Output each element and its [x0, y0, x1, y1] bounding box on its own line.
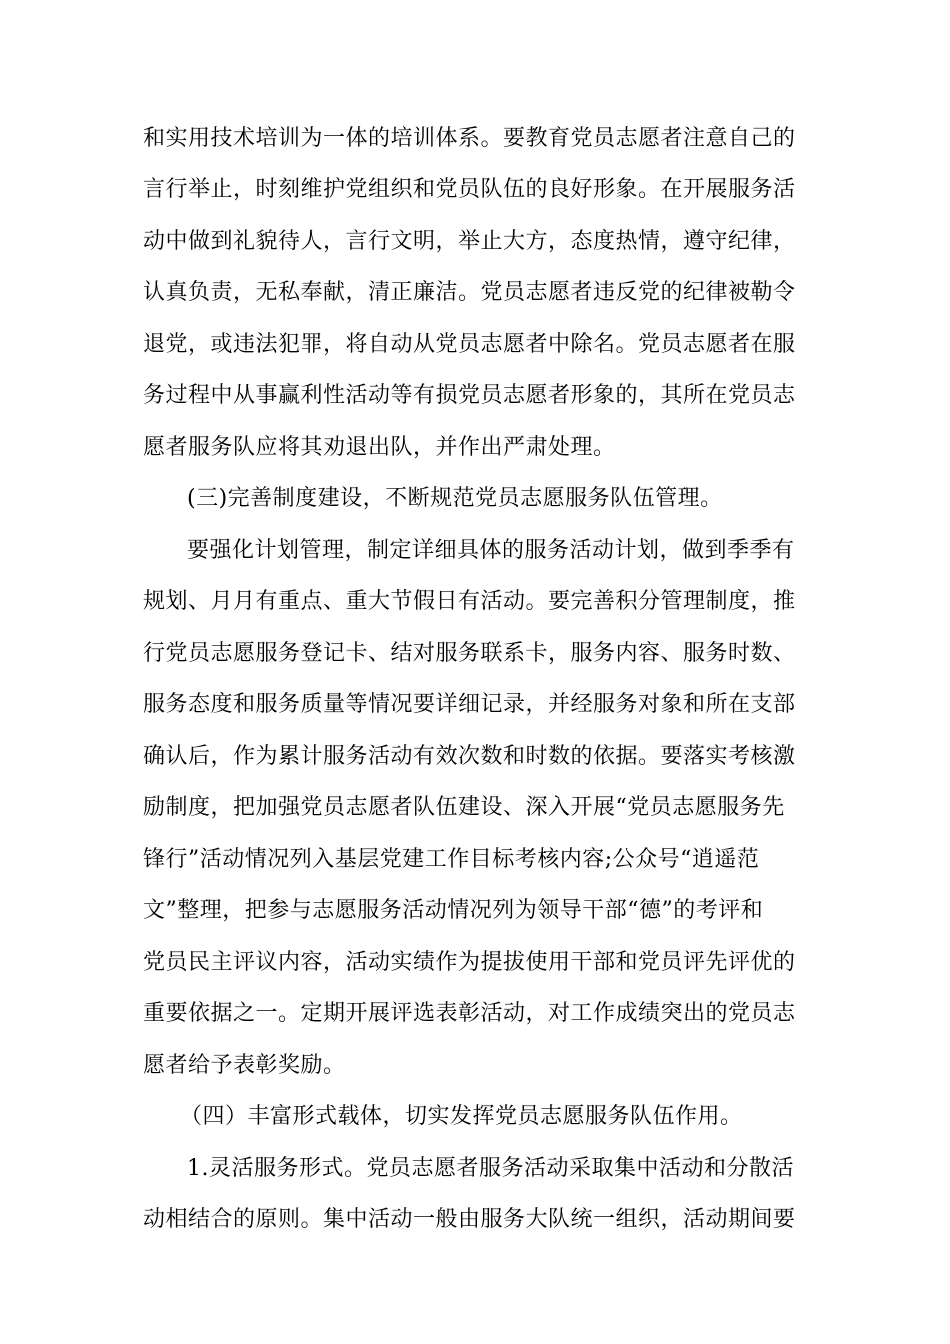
text-line: 1.灵活服务形式。党员志愿者服务活动采取集中活动和分散活 [187, 1156, 794, 1181]
text-line: 重要依据之一。定期开展评选表彰活动，对工作成绩突出的党员志 [143, 1001, 796, 1026]
text-line: 退党，或违法犯罪，将自动从党员志愿者中除名。党员志愿者在服 [143, 332, 796, 357]
text-line: 服务态度和服务质量等情况要详细记录，并经服务对象和所在支部 [143, 692, 796, 717]
text-line: 言行举止，时刻维护党组织和党员队伍的良好形象。在开展服务活 [143, 177, 796, 202]
text-line: 励制度，把加强党员志愿者队伍建设、深入开展“党员志愿服务先 [143, 795, 785, 820]
section-heading: (三)完善制度建设，不断规范党员志愿服务队伍管理。 [187, 486, 723, 511]
text-line: 动相结合的原则。集中活动一般由服务大队统一组织，活动期间要 [143, 1207, 796, 1232]
text-line: 文”整理，把参与志愿服务活动情况列为领导干部“德”的考评和 [143, 898, 764, 923]
text-line: 动中做到礼貌待人，言行文明，举止大方，态度热情，遵守纪律， [143, 229, 796, 254]
text-line: 党员民主评议内容，活动实绩作为提拔使用干部和党员评先评优的 [143, 950, 796, 975]
text-line: 和实用技术培训为一体的培训体系。要教育党员志愿者注意自己的 [143, 126, 796, 151]
text-line: 愿者给予表彰奖励。 [143, 1053, 346, 1078]
text-line: 务过程中从事赢利性活动等有损党员志愿者形象的，其所在党员志 [143, 383, 796, 408]
text-line: 行党员志愿服务登记卡、结对服务联系卡，服务内容、服务时数、 [143, 641, 796, 666]
text-line: 愿者服务队应将其劝退出队，并作出严肃处理。 [143, 435, 616, 460]
text-line: 认真负责，无私奉献，清正廉洁。党员志愿者违反党的纪律被勒令 [143, 280, 796, 305]
text-line: 确认后，作为累计服务活动有效次数和时数的依据。要落实考核激 [143, 744, 796, 769]
text-line: 规划、月月有重点、重大节假日有活动。要完善积分管理制度，推 [143, 589, 796, 614]
text-line: 要强化计划管理，制定详细具体的服务活动计划，做到季季有 [187, 538, 795, 563]
text-line: 锋行”活动情况列入基层党建工作目标考核内容;公众号“逍遥范 [143, 847, 760, 872]
section-heading: （四）丰富形式载体，切实发挥党员志愿服务队伍作用。 [180, 1104, 743, 1129]
